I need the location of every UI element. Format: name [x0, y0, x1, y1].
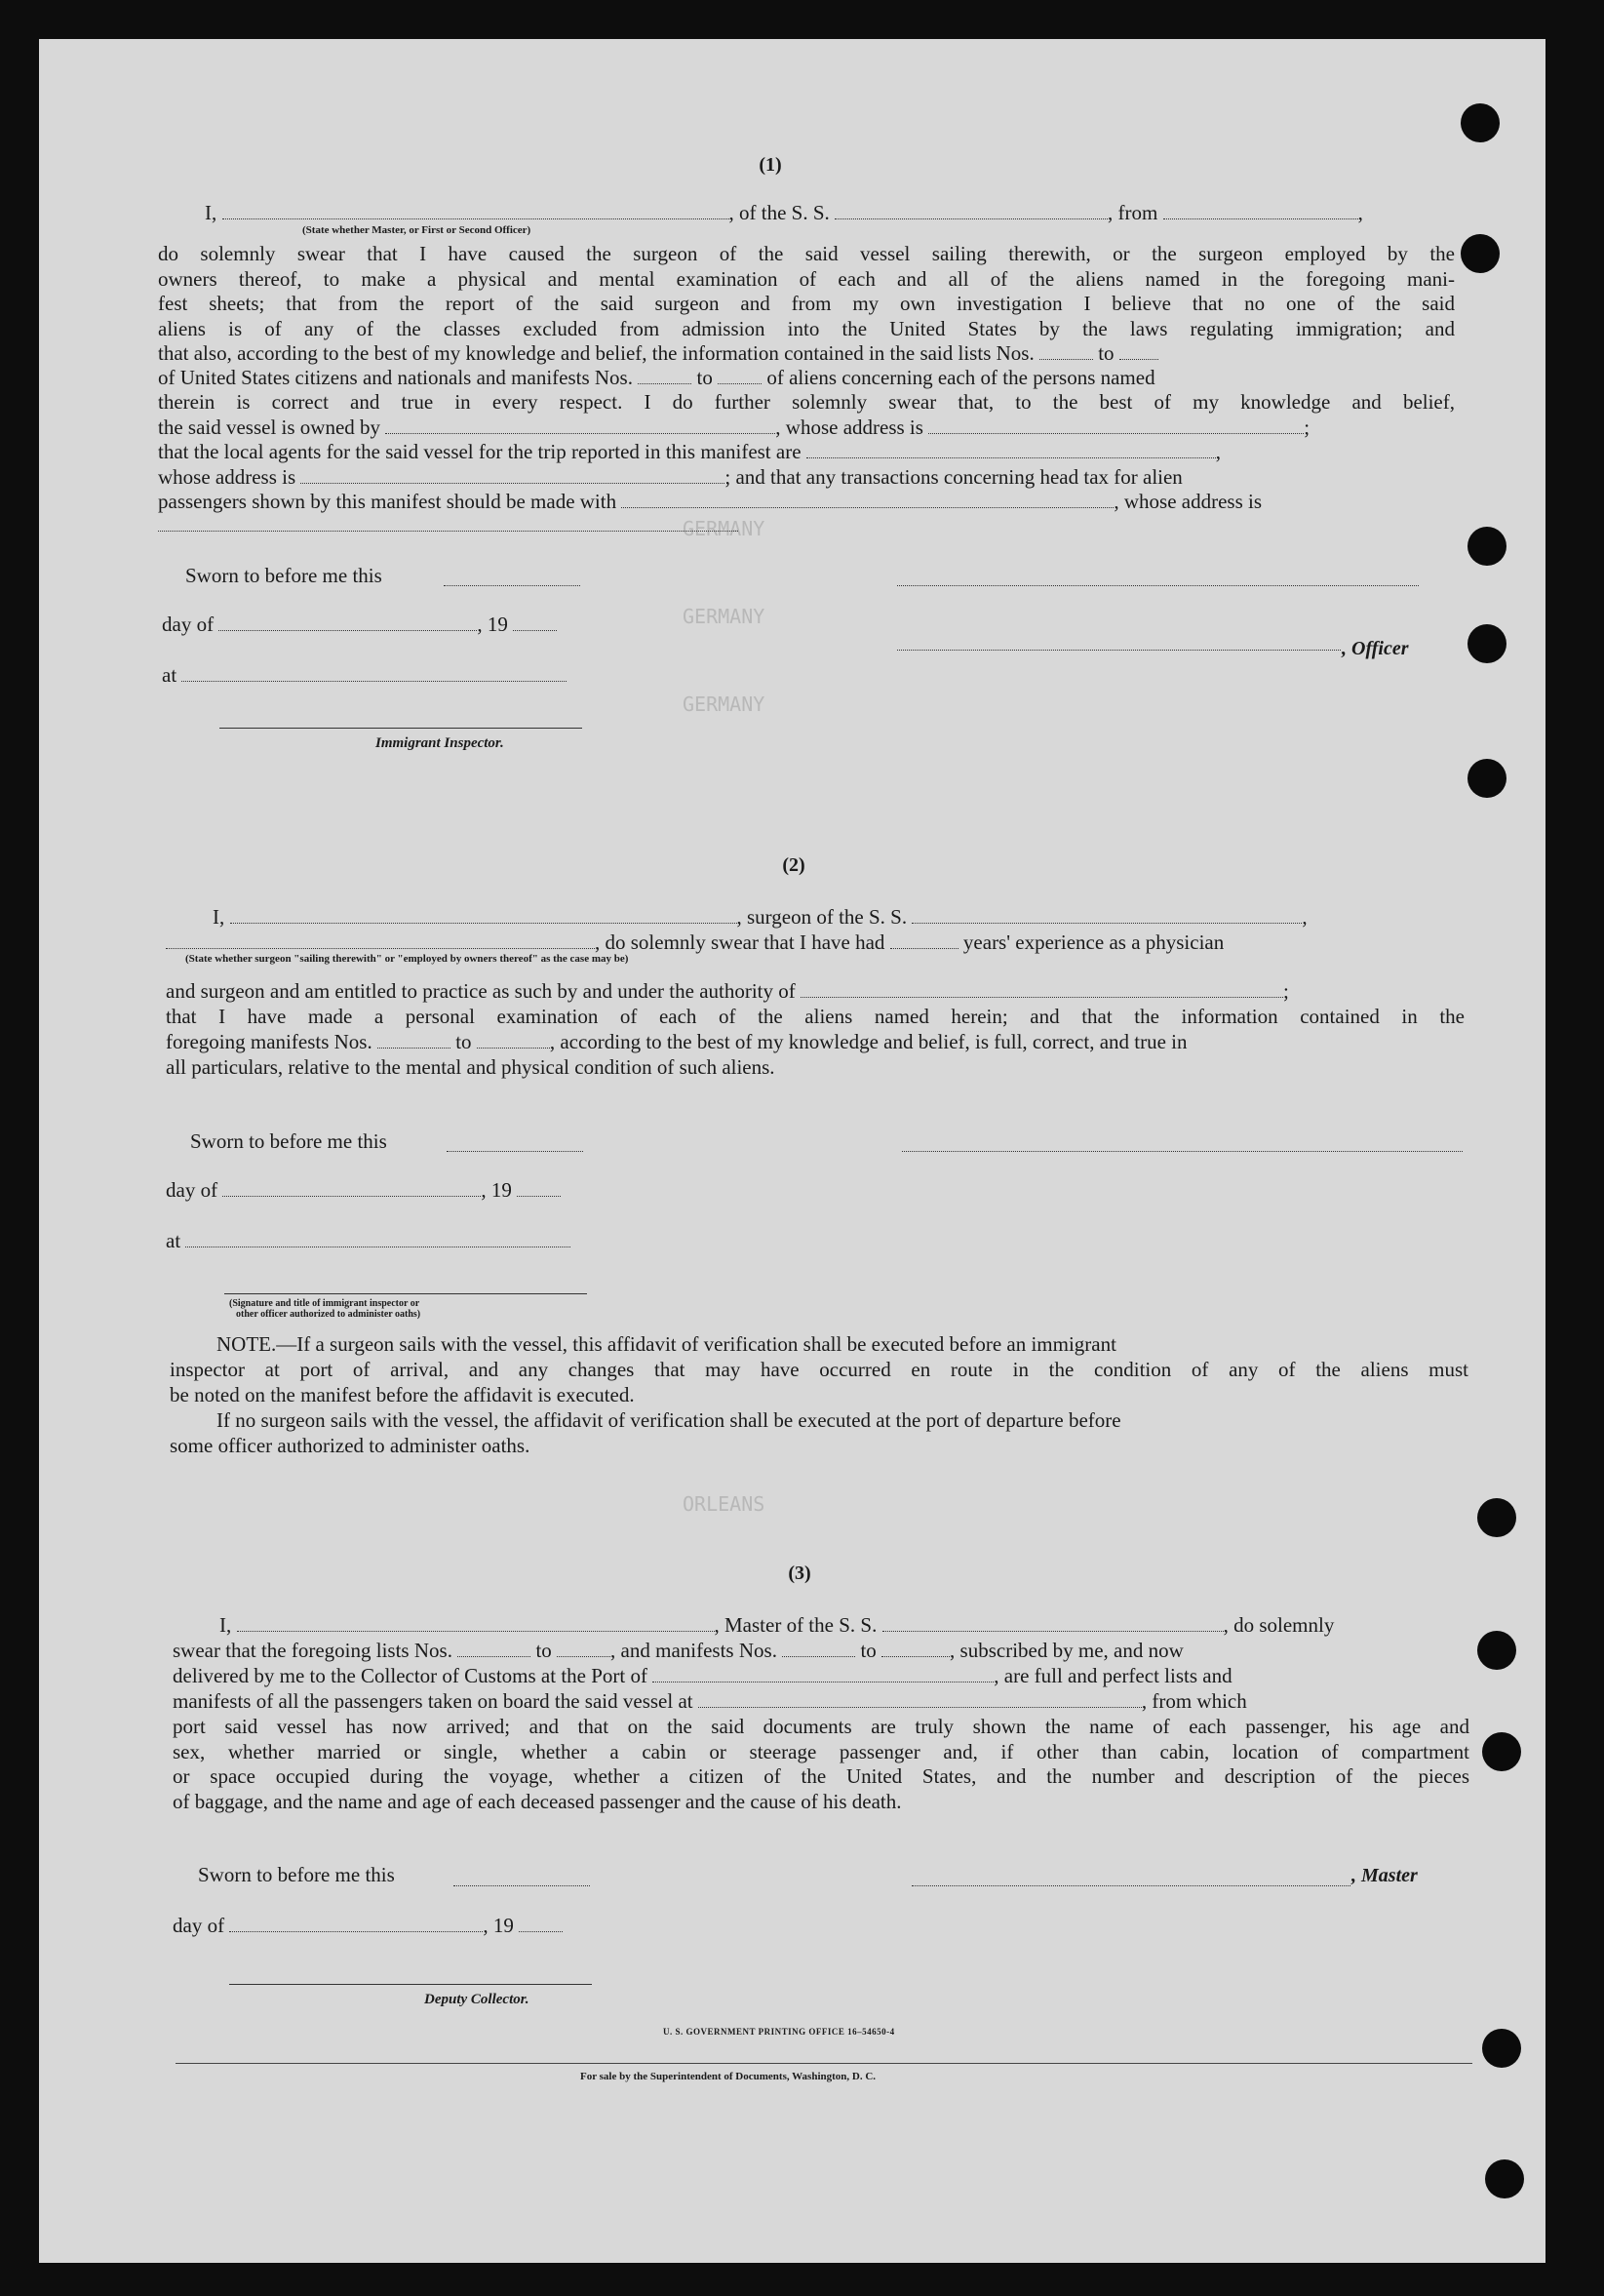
section-1-number: (1) — [759, 154, 782, 176]
s2-day-of-line: day of , 19 — [166, 1178, 561, 1202]
s1-day-of-line: day of , 19 — [162, 613, 557, 636]
s3-oath-line-3: delivered by me to the Collector of Customs at the Port of , are full and perfect lists and — [173, 1664, 1232, 1687]
s3-oath-line-8: of baggage, and the name and age of each deceased passenger and the cause of his death. — [173, 1790, 902, 1813]
s2-signature-caption-2: other officer authorized to administer oaths) — [236, 1309, 421, 1320]
s1-sworn-blank — [444, 585, 580, 586]
s3-deputy-signature-line — [229, 1984, 592, 1985]
sale-notice: For sale by the Superintendent of Documents, Washington, D. C. — [580, 2071, 877, 2082]
binder-hole — [1485, 2159, 1524, 2198]
s2-note-line-4: If no surgeon sails with the vessel, the affidavit of verification shall be executed at the port of departure before — [216, 1408, 1121, 1432]
s2-note-line-2: inspector at port of arrival, and any changes that may have occurred en route in the condition of any of the aliens must — [170, 1358, 1468, 1381]
s3-oath-line-1: I, , Master of the S. S. , do solemnly — [219, 1613, 1335, 1637]
s2-note-line-5: some officer authorized to administer oaths. — [170, 1434, 530, 1457]
binder-hole — [1467, 527, 1506, 566]
s2-sworn-blank — [447, 1151, 583, 1152]
s3-sworn-blank — [453, 1885, 590, 1886]
s2-sworn-label: Sworn to before me this — [190, 1129, 387, 1153]
s2-surgeon-caption: (State whether surgeon "sailing therewith" or "employed by owners thereof" as the case may be) — [185, 953, 629, 965]
s1-oath-line-5: that also, according to the best of my knowledge and belief, the information contained in the said lists Nos. to — [158, 341, 1158, 365]
s1-oath-line-1: I, , of the S. S. , from , — [205, 201, 1363, 224]
s2-signature-caption-1: (Signature and title of immigrant inspector or — [229, 1298, 420, 1309]
s1-agents-line: that the local agents for the said vessel for the trip reported in this manifest are , — [158, 440, 1222, 463]
s1-officer-signature-line-2 — [897, 650, 1341, 651]
binder-hole — [1482, 2029, 1521, 2068]
s3-master-label: , Master — [1351, 1865, 1418, 1886]
binder-hole — [1461, 234, 1500, 273]
section-3-number: (3) — [788, 1563, 811, 1584]
s1-officer-signature-line — [897, 585, 1419, 586]
s2-manifests-line: foregoing manifests Nos. to , according to the best of my knowledge and belief, is full, correct, and true in — [166, 1030, 1188, 1053]
s2-note-line-1: NOTE.—If a surgeon sails with the vessel, this affidavit of verification shall be executed before an immigrant — [216, 1332, 1116, 1356]
s1-at-line: at — [162, 663, 567, 687]
s1-inspector-signature-line — [219, 728, 582, 729]
binder-hole — [1461, 103, 1500, 142]
s1-head-tax-line: passengers shown by this manifest should be made with , whose address is — [158, 490, 1263, 513]
s1-agent-address-line: whose address is ; and that any transactions concerning head tax for alien — [158, 465, 1183, 489]
binder-hole — [1467, 624, 1506, 663]
show-through-text: GERMANY — [683, 517, 765, 540]
s2-note-line-3: be noted on the manifest before the affidavit is executed. — [170, 1383, 635, 1406]
s1-oath-paragraph: do solemnly swear that I have caused the surgeon of the said vessel sailing therewith, or the surgeon employed by the owners thereof, to make a physical and mental examination of each and all of the aliens named in the foregoing mani- fest sheets; that from the report of the said surgeon and from my own investigation I believe that no one of the said aliens is of any of the classes excluded from admission into the United States by the laws regulating immigration; and — [158, 242, 1455, 340]
s3-master-signature-line — [912, 1885, 1350, 1886]
s1-sworn-label: Sworn to before me this — [185, 564, 382, 587]
manifest-back-page — [39, 39, 1545, 2263]
s3-deputy-caption: Deputy Collector. — [424, 1992, 529, 2007]
s2-authority-line: and surgeon and am entitled to practice as such by and under the authority of ; — [166, 979, 1289, 1003]
binder-hole — [1477, 1498, 1516, 1537]
show-through-text: GERMANY — [683, 693, 765, 716]
s2-oath-line-2: , do solemnly swear that I have had years' experience as a physician — [166, 930, 1224, 954]
gpo-imprint: U. S. GOVERNMENT PRINTING OFFICE 16–54650-4 — [663, 2027, 895, 2037]
s2-at-line: at — [166, 1229, 570, 1252]
s3-sworn-label: Sworn to before me this — [198, 1863, 395, 1886]
s1-inspector-caption: Immigrant Inspector. — [375, 735, 504, 751]
s1-officer-label: , Officer — [1342, 638, 1409, 659]
binder-hole — [1482, 1732, 1521, 1771]
show-through-text: GERMANY — [683, 605, 765, 628]
s2-particulars-line: all particulars, relative to the mental and physical condition of such aliens. — [166, 1055, 775, 1079]
s2-inspector-signature-line — [224, 1293, 587, 1294]
section-2-number: (2) — [782, 854, 805, 876]
s2-examination-line: that I have made a personal examination of each of the aliens named herein; and that the information contained in the — [166, 1005, 1465, 1028]
s3-oath-line-4: manifests of all the passengers taken on board the said vessel at , from which — [173, 1689, 1247, 1713]
s1-oath-line-7: therein is correct and true in every respect. I do further solemnly swear that, to the best of my knowledge and belief, — [158, 390, 1455, 414]
s3-day-of-line: day of , 19 — [173, 1914, 563, 1937]
s2-surgeon-signature-line — [902, 1151, 1463, 1152]
s1-address-underline — [158, 531, 738, 532]
binder-hole — [1477, 1631, 1516, 1670]
s1-owner-line: the said vessel is owned by , whose address is ; — [158, 416, 1311, 439]
s1-officer-caption: (State whether Master, or First or Second Officer) — [302, 224, 531, 236]
show-through-text: ORLEANS — [683, 1492, 765, 1516]
footer-rule — [176, 2063, 1472, 2064]
s2-oath-line-1: I, , surgeon of the S. S. , — [213, 905, 1308, 929]
s3-oath-paragraph: port said vessel has now arrived; and that on the said documents are truly shown the name of each passenger, his age and sex, whether married or single, whether a cabin or steerage passenger and, if other than cabin, location of compartment or space occupied during the voyage, whether a citizen of the United States, and the number and description of the pieces — [173, 1715, 1469, 1788]
binder-hole — [1467, 759, 1506, 798]
s3-oath-line-2: swear that the foregoing lists Nos. to , and manifests Nos. to , subscribed by me, and now — [173, 1639, 1184, 1662]
s1-oath-line-6: of United States citizens and nationals and manifests Nos. to of aliens concerning each of the persons named — [158, 366, 1155, 389]
